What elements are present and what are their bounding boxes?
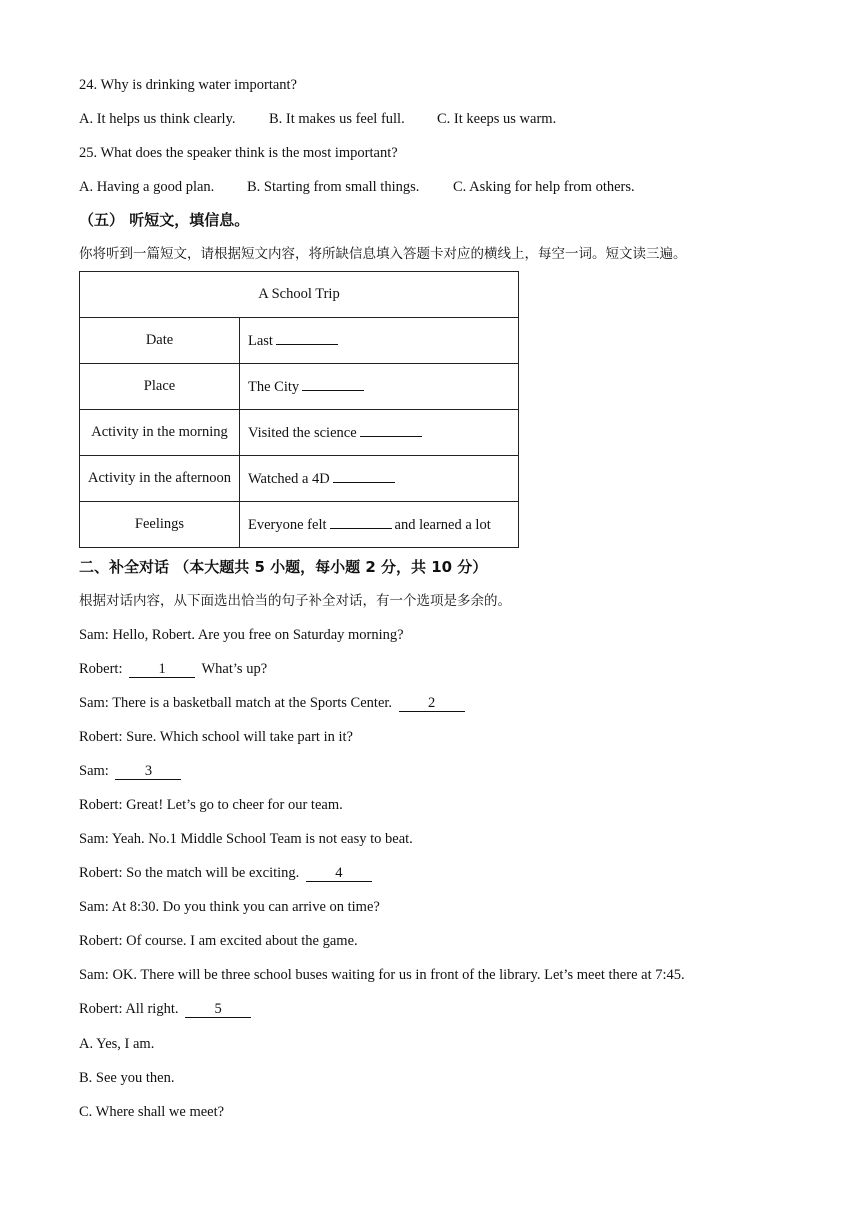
table-title: A School Trip: [80, 272, 519, 318]
dialogue-line: [79, 626, 404, 644]
dialogue-line: [79, 694, 468, 712]
speaker-name: Robert:: [79, 661, 123, 677]
speaker-name: Robert:: [79, 729, 123, 745]
school-trip-table: [79, 271, 519, 548]
dialogue-line: [79, 660, 267, 678]
dialogue-blank-4[interactable]: 4: [306, 866, 372, 882]
dialogue-text: Yeah. No.1 Middle School Team is not easy to beat.: [111, 831, 413, 847]
dialogue-text: There is a basketball match at the Sports Center.: [112, 695, 393, 711]
table-row: [80, 456, 519, 502]
section-2-instruction: 根据对话内容，从下面选出恰当的句子补全对话，有一个选项是多余的。: [79, 593, 511, 609]
table-row: [80, 410, 519, 456]
choice-c[interactable]: C. Where shall we meet?: [79, 1104, 225, 1120]
fill-blank-afternoon[interactable]: [333, 470, 395, 483]
row-value-date: [240, 318, 519, 364]
row-value-morning: [240, 410, 519, 456]
table-row: [80, 364, 519, 410]
dialogue-text: Sure. Which school will take part in it?: [126, 729, 353, 745]
q25-option-c[interactable]: C. Asking for help from others.: [453, 179, 635, 195]
dialogue-line: [79, 728, 353, 746]
row-label-morning: Activity in the morning: [80, 410, 240, 456]
row-value-text: Everyone felt: [248, 516, 327, 533]
question-25-stem: 25. What does the speaker think is the most important?: [79, 145, 398, 161]
row-value-afternoon: [240, 456, 519, 502]
dialogue-line: [79, 1000, 254, 1018]
question-24-options: [79, 110, 557, 128]
q24-option-c[interactable]: C. It keeps us warm.: [437, 111, 557, 127]
speaker-name: Sam:: [79, 763, 109, 779]
section-5-heading: （五） 听短文，填信息。: [79, 211, 250, 229]
speaker-name: Robert:: [79, 933, 123, 949]
dialogue-blank-5[interactable]: 5: [185, 1002, 251, 1018]
speaker-name: Sam:: [79, 627, 109, 643]
choice-b[interactable]: B. See you then.: [79, 1070, 175, 1086]
row-value-after: and learned a lot: [394, 516, 491, 533]
dialogue-line: [79, 898, 380, 916]
speaker-name: Robert:: [79, 1001, 123, 1017]
dialogue-line: [79, 796, 343, 814]
dialogue-line: [79, 830, 413, 848]
dialogue-text: Great! Let’s go to cheer for our team.: [126, 797, 343, 813]
dialogue-text: All right.: [125, 1001, 179, 1017]
fill-blank-date[interactable]: [276, 332, 338, 345]
question-25-options: [79, 178, 635, 196]
dialogue-blank-3[interactable]: 3: [115, 764, 181, 780]
row-label-date: Date: [80, 318, 240, 364]
row-value-text: Visited the science: [248, 424, 357, 441]
dialogue-text: OK. There will be three school buses waiting for us in front of the library. Let’s meet there at 7:45.: [112, 967, 685, 983]
speaker-name: Sam:: [79, 899, 109, 915]
dialogue-text: At 8:30. Do you think you can arrive on time?: [111, 899, 380, 915]
table-row: [80, 502, 519, 548]
speaker-name: Robert:: [79, 797, 123, 813]
dialogue-text: So the match will be exciting.: [126, 865, 300, 881]
row-value-text: The City: [248, 378, 300, 395]
dialogue-blank-1[interactable]: 1: [129, 662, 195, 678]
dialogue-text: Hello, Robert. Are you free on Saturday morning?: [112, 627, 404, 643]
q24-option-b[interactable]: B. It makes us feel full.: [269, 111, 405, 127]
dialogue-blank-2[interactable]: 2: [399, 696, 465, 712]
row-value-text: Last: [248, 332, 273, 349]
table-row: [80, 318, 519, 364]
speaker-name: Robert:: [79, 865, 123, 881]
speaker-name: Sam:: [79, 695, 109, 711]
dialogue-line: [79, 864, 375, 882]
question-24-stem: 24. Why is drinking water important?: [79, 77, 297, 93]
fill-blank-morning[interactable]: [360, 424, 422, 437]
dialogue-text-after: What’s up?: [201, 661, 268, 677]
row-value-text: Watched a 4D: [248, 470, 330, 487]
section-5-instruction: 你将听到一篇短文，请根据短文内容，将所缺信息填入答题卡对应的横线上，每空一词。短文读三遍。: [79, 246, 687, 262]
dialogue-line: [79, 966, 685, 984]
q25-option-b[interactable]: B. Starting from small things.: [247, 179, 420, 195]
table-title-row: [80, 272, 519, 318]
choice-a[interactable]: A. Yes, I am.: [79, 1036, 155, 1052]
row-value-place: [240, 364, 519, 410]
q24-option-a[interactable]: A. It helps us think clearly.: [79, 111, 236, 127]
section-2-heading: 二、补全对话 （本大题共 5 小题，每小题 2 分，共 10 分）: [79, 558, 488, 576]
q25-option-a[interactable]: A. Having a good plan.: [79, 179, 215, 195]
row-label-place: Place: [80, 364, 240, 410]
dialogue-line: [79, 932, 358, 950]
fill-blank-feelings[interactable]: [330, 516, 392, 529]
row-value-feelings: [240, 502, 519, 548]
dialogue-text: Of course. I am excited about the game.: [126, 933, 358, 949]
row-label-afternoon: Activity in the afternoon: [80, 456, 240, 502]
dialogue-line: [79, 762, 184, 780]
fill-blank-place[interactable]: [302, 378, 364, 391]
speaker-name: Sam:: [79, 831, 109, 847]
speaker-name: Sam:: [79, 967, 109, 983]
row-label-feelings: Feelings: [80, 502, 240, 548]
